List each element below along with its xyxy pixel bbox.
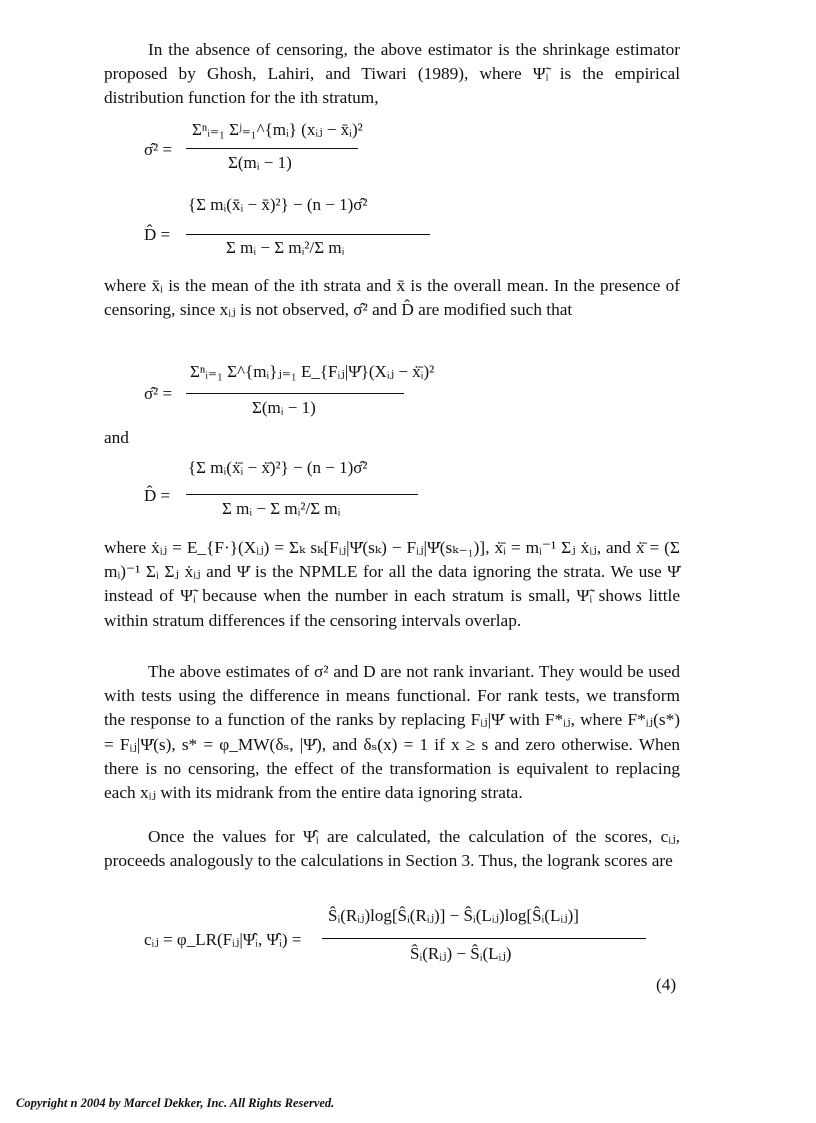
eq2-numerator: {Σ mᵢ(x̄ᵢ − x̄)²} − (n − 1)σ̂² (188, 195, 368, 214)
word-and: and (104, 428, 129, 447)
paragraph-shrinkage-estimator: In the absence of censoring, the above estimator is the shrinkage estimator proposed by Ghosh, Lahiri, and Tiwari (1989), where Ψ̃ᵢ is the empirical distribution function for the ith stratum, (104, 40, 680, 108)
eq1-numerator: Σⁿᵢ₌₁ Σʲ₌₁^{mᵢ} (xᵢⱼ − x̄ᵢ)² (192, 120, 363, 139)
paragraph-rank-invariance: The above estimates of σ² and D are not rank invariant. They would be used with tests using the difference in means functional. For rank tests, we transform the response to a function of the ranks by replacing Fᵢⱼ|Ψ̇ with F*ᵢⱼ, where F*ᵢⱼ(s*) = Fᵢⱼ|Ψ̇(s), s* = φ_MW(δₛ, |Ψ̇), and δₛ(x) = 1 if x ≥ s and zero otherwise. When there is no censoring, the effect of the transformation is equivalent to replacing each xᵢⱼ with its midrank from the entire data ignoring strata. (104, 662, 680, 803)
eq2-fraction-bar (186, 234, 430, 235)
eq3-lhs: σ̂² = (144, 384, 173, 403)
eq1-lhs: σ̂² = (144, 140, 173, 159)
eq4-numerator: {Σ mᵢ(ẋ̄ᵢ − ẋ̄)²} − (n − 1)σ̂² (188, 458, 368, 477)
paragraph-censoring-modification: where x̄ᵢ is the mean of the ith strata and x̄ is the overall mean. In the presence of censoring, since xᵢⱼ is not observed, σ̂² and D̂ are modified such that (104, 276, 680, 320)
eq1-denominator: Σ(mᵢ − 1) (228, 153, 292, 172)
eq4-lhs: D̂ = (144, 486, 171, 505)
eq5-denominator: Ŝᵢ(Rᵢⱼ) − Ŝᵢ(Lᵢⱼ) (410, 944, 512, 963)
eq4-fraction-bar (186, 494, 418, 495)
eq2-denominator: Σ mᵢ − Σ mᵢ²/Σ mᵢ (226, 238, 345, 257)
eq4-denominator: Σ mᵢ − Σ mᵢ²/Σ mᵢ (222, 499, 341, 518)
paragraph-logrank-scores: Once the values for Ψ̂ᵢ are calculated, the calculation of the scores, cᵢⱼ, proceeds analogously to the calculations in Section 3. Thus, the logrank scores are (104, 827, 680, 871)
eq3-denominator: Σ(mᵢ − 1) (252, 398, 316, 417)
eq3-numerator: Σⁿᵢ₌₁ Σ^{mᵢ}ⱼ₌₁ E_{Fᵢⱼ|Ψ̇}(Xᵢⱼ − ẋ̄ᵢ)² (190, 362, 435, 381)
equation-number-4: (4) (656, 975, 677, 994)
eq1-fraction-bar (186, 148, 358, 149)
eq5-fraction-bar (322, 938, 646, 939)
paragraph-npmle-definition: where ẋᵢⱼ = E_{F·}(Xᵢⱼ) = Σₖ sₖ[Fᵢⱼ|Ψ̇(sₖ) − Fᵢⱼ|Ψ̇(sₖ₋₁)], ẋ̄ᵢ = mᵢ⁻¹ Σⱼ ẋᵢⱼ, and ẋ̄ = (Σ mᵢ)⁻¹ Σᵢ Σⱼ ẋᵢⱼ and Ψ̇ is the NPMLE for all the data ignoring the strata. We use Ψ̇ instead of Ψ̃ᵢ because when the number in each stratum is small, Ψ̃ᵢ shows little within stratum differences if the censoring intervals overlap. (104, 538, 680, 630)
eq5-numerator: Ŝᵢ(Rᵢⱼ)log[Ŝᵢ(Rᵢⱼ)] − Ŝᵢ(Lᵢⱼ)log[Ŝᵢ(Lᵢⱼ)] (328, 906, 579, 925)
eq3-fraction-bar (186, 393, 404, 394)
eq2-lhs: D̂ = (144, 225, 171, 244)
eq5-lhs: cᵢⱼ = φ_LR(Fᵢⱼ|Ψ̂ᵢ, Ψ̂ᵢ) = (144, 930, 302, 949)
copyright-footer: Copyright n 2004 by Marcel Dekker, Inc. All Rights Reserved. (16, 1096, 335, 1110)
